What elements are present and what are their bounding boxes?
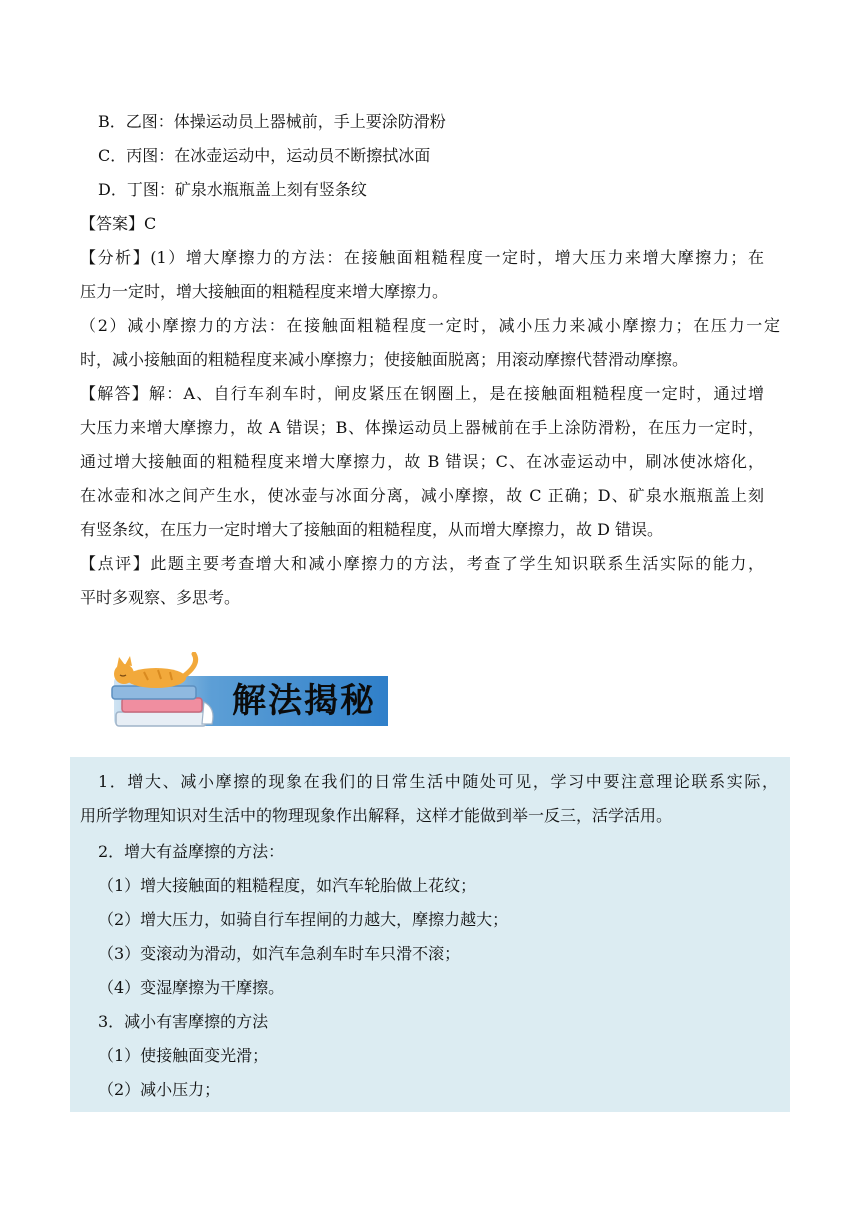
solution-line: 在冰壶和冰之间产生水，使冰壶与冰面分离，减小摩擦，故 C 正确；D、矿泉水瓶瓶盖上刻 xyxy=(80,486,764,505)
analysis-line: 时，减小接触面的粗糙程度来减小摩擦力；使接触面脱离；用滚动摩擦代替滑动摩擦。 xyxy=(80,350,689,369)
option-d: D．丁图：矿泉水瓶瓶盖上刻有竖条纹 xyxy=(98,180,367,199)
analysis-line: 【分析】(1）增大摩擦力的方法：在接触面粗糙程度一定时，增大压力来增大摩擦力；在 xyxy=(80,248,764,267)
solution-line: 有竖条纹，在压力一定时增大了接触面的粗糙程度，从而增大摩擦力，故 D 错误。 xyxy=(80,520,664,539)
solution-line: 通过增大接触面的粗糙程度来增大摩擦力，故 B 错误；C、在冰壶运动中，刷冰使冰熔化， xyxy=(80,452,764,471)
section-banner xyxy=(108,652,390,732)
solution-line: 【解答】解：A、自行车刹车时，闸皮紧压在钢圈上，是在接触面粗糙程度一定时，通过增 xyxy=(80,384,764,403)
solution-line: 大压力来增大摩擦力，故 A 错误；B、体操运动员上器械前在手上涂防滑粉，在压力一定时， xyxy=(80,418,764,437)
answer-line: 【答案】C xyxy=(80,214,157,233)
comment-line: 平时多观察、多思考。 xyxy=(80,588,241,607)
box-line: 用所学物理知识对生活中的物理现象作出解释，这样才能做到举一反三，活学活用。 xyxy=(80,806,673,825)
box-line: 1．增大、减小摩擦的现象在我们的日常生活中随处可见，学习中要注意理论联系实际， xyxy=(98,772,778,791)
box-line: （3）变滚动为滑动，如汽车急刹车时车只滑不滚； xyxy=(98,944,461,963)
box-line: 2．增大有益摩擦的方法： xyxy=(98,842,285,861)
analysis-line: 压力一定时，增大接触面的粗糙程度来增大摩擦力。 xyxy=(80,282,449,301)
box-line: （2）增大压力，如骑自行车捏闸的力越大，摩擦力越大； xyxy=(98,910,509,929)
box-line: 3．减小有害摩擦的方法 xyxy=(98,1012,269,1031)
box-line: （1）使接触面变光滑； xyxy=(98,1046,269,1065)
box-line: （2）减小压力； xyxy=(98,1080,221,1099)
analysis-line: （2）减小摩擦力的方法：在接触面粗糙程度一定时，减小压力来减小摩擦力；在压力一定 xyxy=(80,316,780,335)
comment-line: 【点评】此题主要考查增大和减小摩擦力的方法，考查了学生知识联系生活实际的能力， xyxy=(80,554,764,573)
option-b: B．乙图：体操运动员上器械前，手上要涂防滑粉 xyxy=(98,112,446,131)
option-c: C．丙图：在冰壶运动中，运动员不断擦拭冰面 xyxy=(98,146,431,165)
box-line: （1）增大接触面的粗糙程度，如汽车轮胎做上花纹； xyxy=(98,876,477,895)
banner-title: 解法揭秘 xyxy=(232,681,376,721)
box-line: （4）变湿摩擦为干摩擦。 xyxy=(98,978,285,997)
